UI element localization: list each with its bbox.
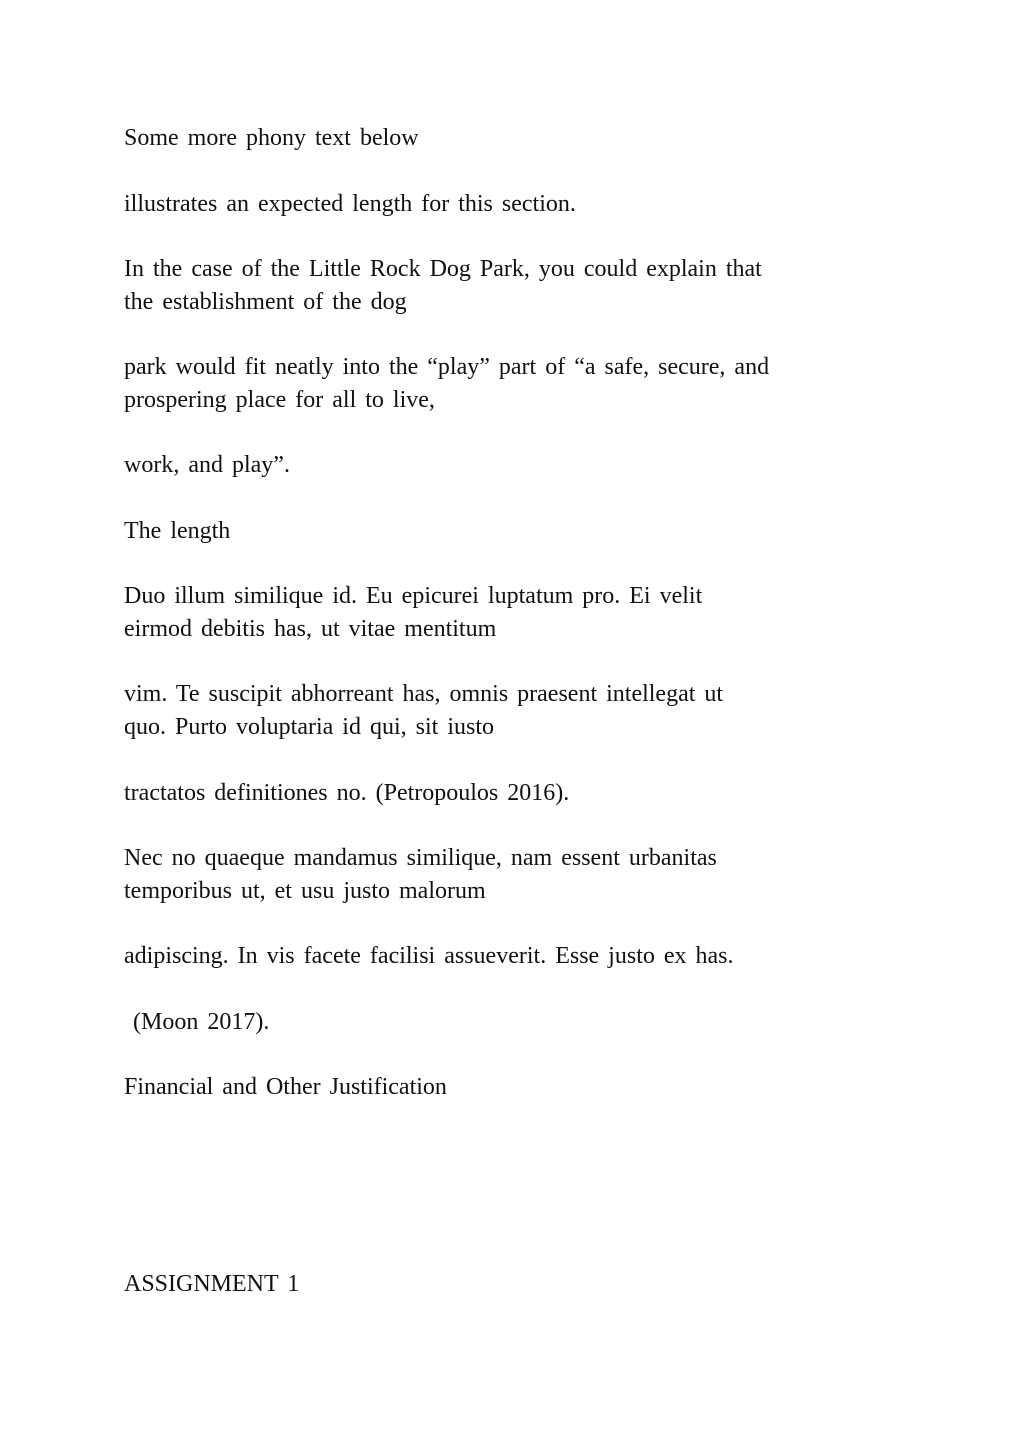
text-line: Some more phony text below (124, 125, 419, 151)
text-line: Nec no quaeque mandamus similique, nam essent urbanitas (124, 845, 717, 871)
paragraph (124, 515, 914, 548)
paragraph (124, 580, 914, 646)
text-line: the establishment of the dog (124, 289, 407, 315)
section-heading (124, 1071, 914, 1104)
text-line: Duo illum similique id. Eu epicurei luptatum pro. Ei velit (124, 583, 703, 609)
text-line: temporibus ut, et usu justo malorum (124, 878, 486, 904)
paragraph (124, 253, 914, 319)
text-line: tractatos definitiones no. (Petropoulos 2016). (124, 780, 570, 806)
text-line: eirmod debitis has, ut vitae mentitum (124, 616, 497, 642)
paragraph (124, 940, 914, 973)
text-line: Financial and Other Justification (124, 1074, 447, 1100)
text-line: illustrates an expected length for this section. (124, 191, 576, 217)
paragraph (124, 351, 914, 417)
text-line: quo. Purto voluptaria id qui, sit iusto (124, 714, 494, 740)
paragraph (124, 122, 914, 155)
paragraph (124, 188, 914, 221)
paragraph (124, 777, 914, 810)
text-line: adipiscing. In vis facete facilisi assueverit. Esse justo ex has. (124, 943, 734, 969)
assignment-heading (124, 1268, 914, 1301)
paragraph (124, 678, 914, 744)
paragraph (124, 1006, 914, 1039)
text-line: (Moon 2017). (124, 1009, 270, 1035)
text-line: park would fit neatly into the “play” part of “a safe, secure, and (124, 354, 770, 380)
text-line: In the case of the Little Rock Dog Park, you could explain that (124, 256, 762, 282)
paragraph (124, 449, 914, 482)
text-line: work, and play”. (124, 452, 290, 478)
text-line: prospering place for all to live, (124, 387, 435, 413)
text-line: vim. Te suscipit abhorreant has, omnis praesent intellegat ut (124, 681, 724, 707)
text-line: The length (124, 518, 231, 544)
paragraph (124, 842, 914, 908)
text-line: ASSIGNMENT 1 (124, 1271, 300, 1297)
